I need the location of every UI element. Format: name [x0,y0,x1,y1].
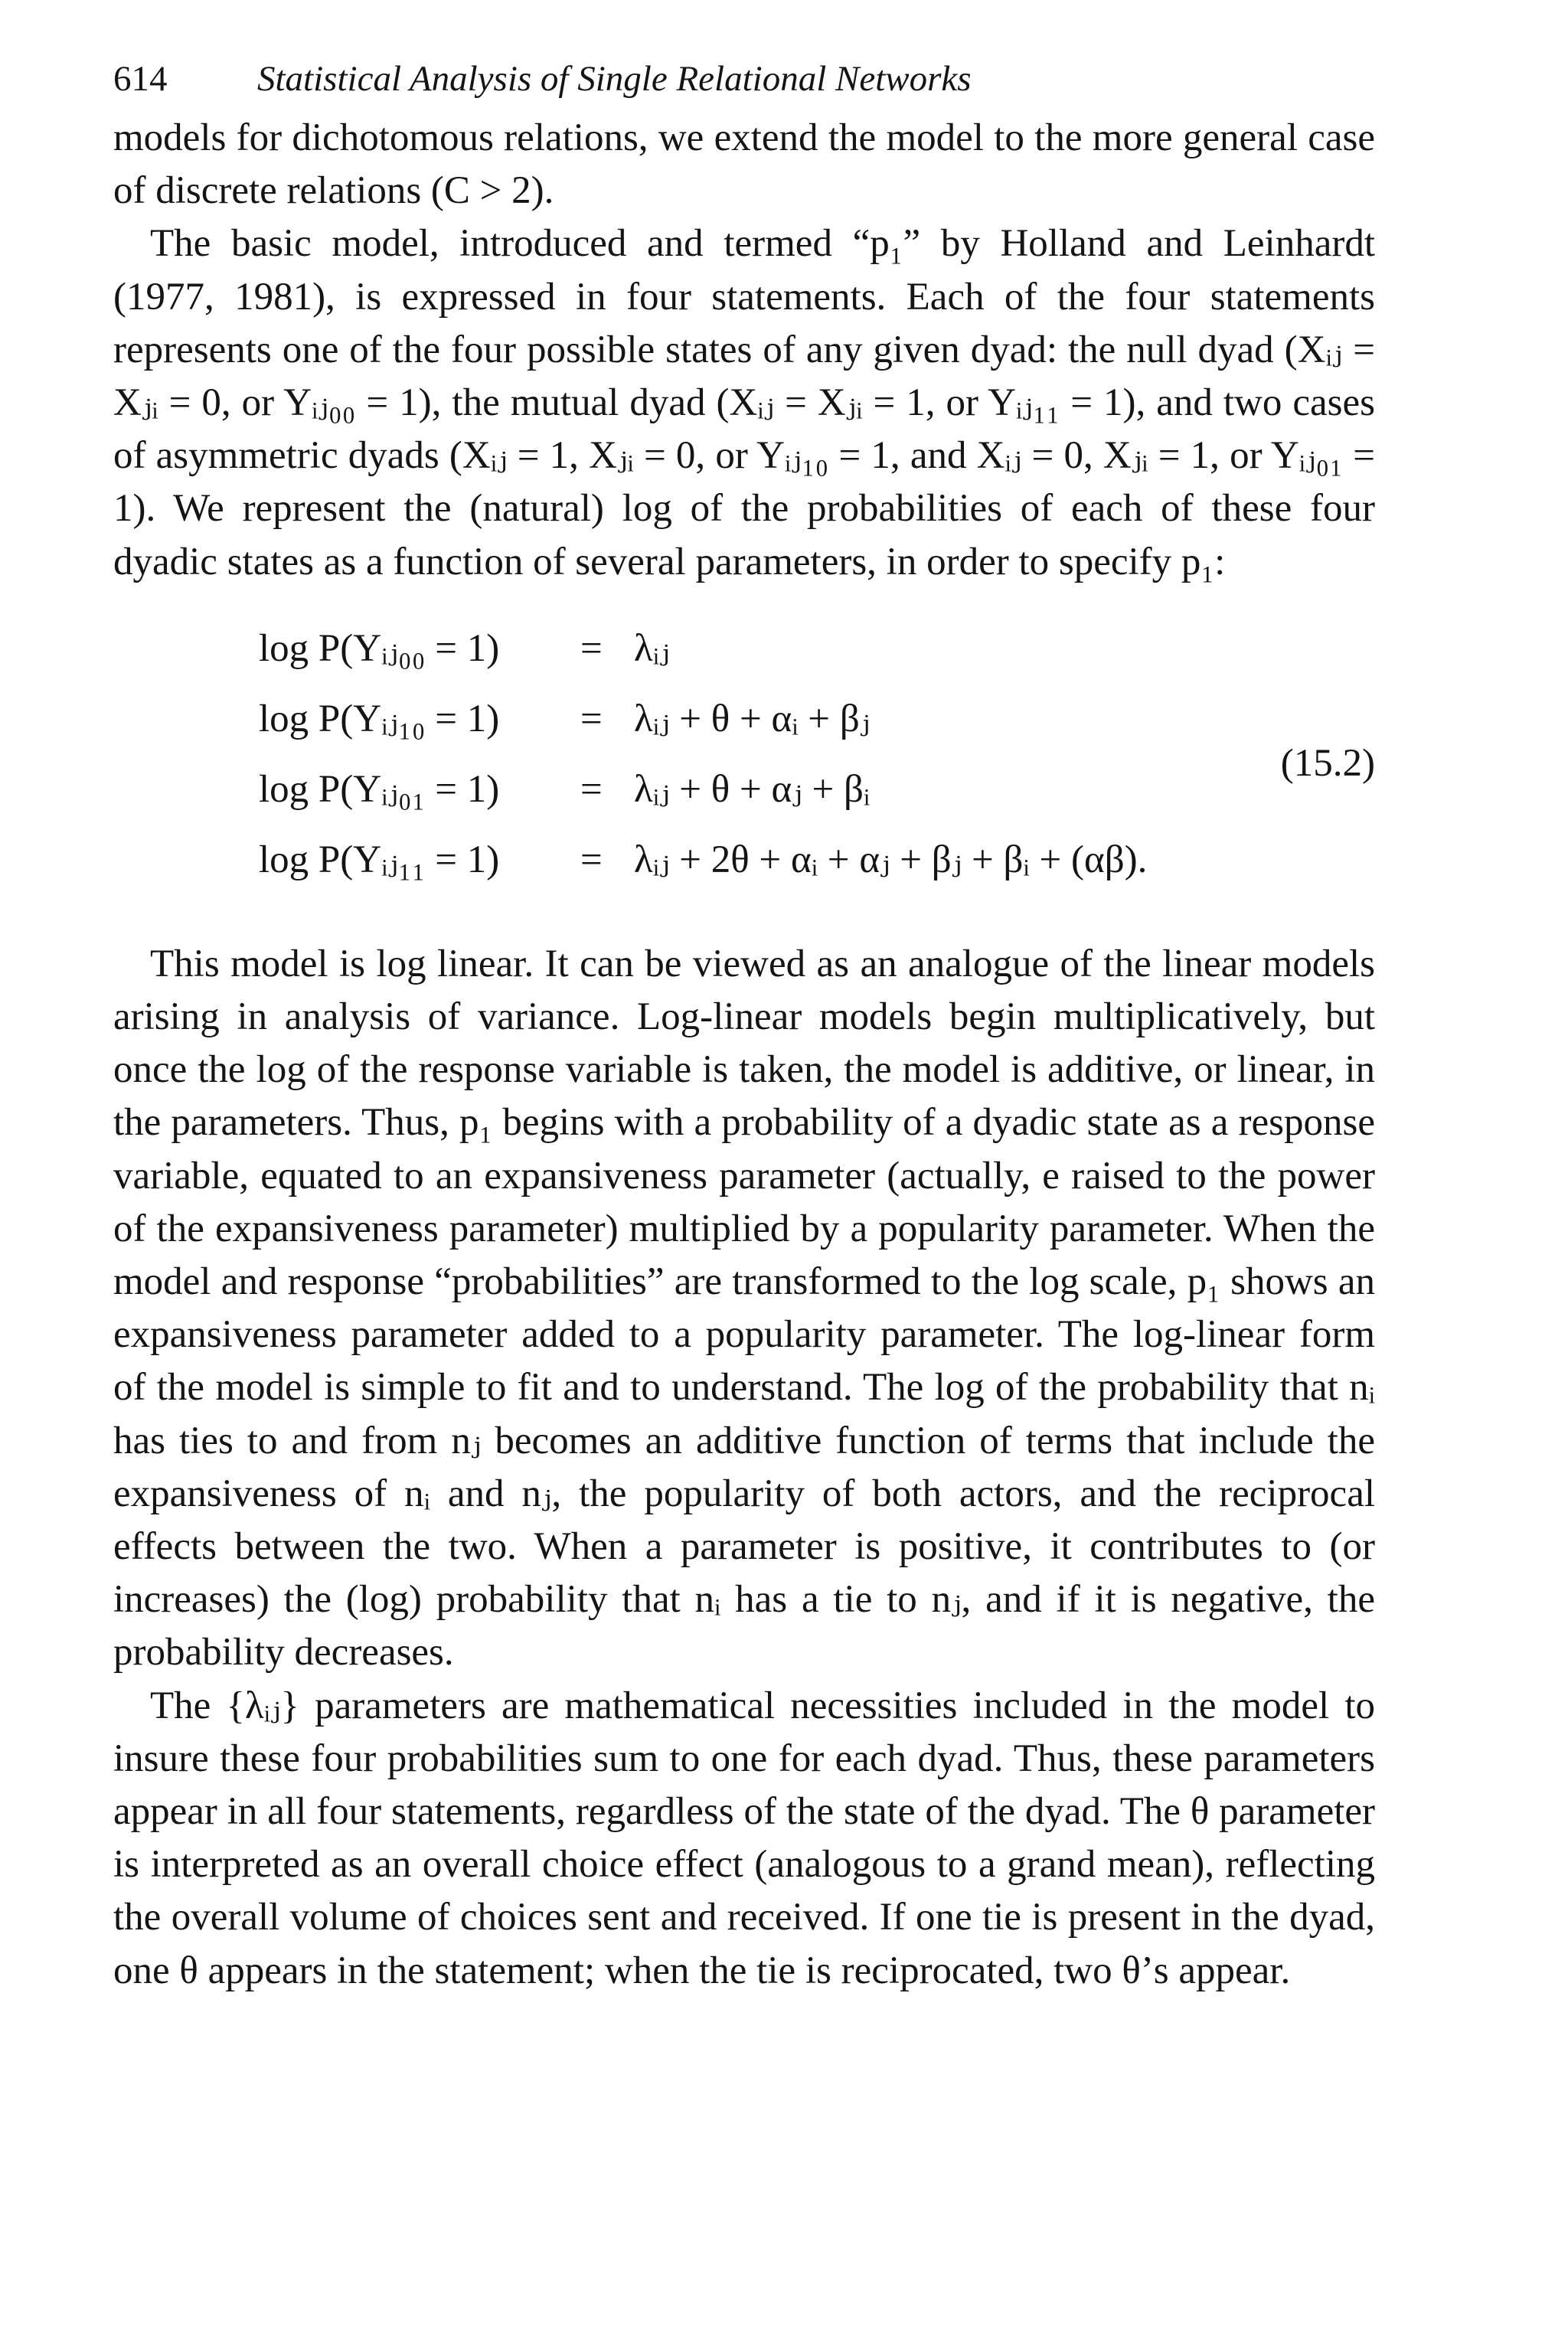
equals-sign: = [580,697,603,740]
equation-rhs: λᵢⱼ + θ + αᵢ + βⱼ [634,697,871,740]
equation-lhs: log P(Yᵢⱼ₀₀ = 1) [259,626,500,670]
equals-sign: = [580,767,603,811]
equation-rhs: λᵢⱼ + 2θ + αᵢ + αⱼ + βⱼ + βᵢ + (αβ). [634,838,1148,881]
page-header [113,46,1375,112]
book-page [113,46,1375,1998]
equals-sign: = [580,626,603,670]
equation-row-asymmetric-10 [113,693,1375,745]
page-number: 614 [113,59,168,99]
running-title: Statistical Analysis of Single Relational Networks [257,59,972,99]
equation-row-asymmetric-01 [113,763,1375,815]
equation-rhs: λᵢⱼ [634,626,670,670]
equation-lhs: log P(Yᵢⱼ₁₁ = 1) [259,838,500,881]
equals-sign: = [580,838,603,881]
equation-row-mutual-dyad [113,834,1375,886]
paragraph-p1-model: The basic model, introduced and termed “p₁” by Holland and Leinhardt (1977, 1981), is expressed in four statements. Each of the four statements represents one of the four possible states of any given dyad: the null dyad (Xᵢⱼ = Xⱼᵢ = 0, or Yᵢⱼ₀₀ = 1), the mutual dyad (Xᵢⱼ = Xⱼᵢ = 1, or Yᵢⱼ₁₁ = 1), and two cases of asymmetric dyads (Xᵢⱼ = 1, Xⱼᵢ = 0, or Yᵢⱼ₁₀ = 1, and Xᵢⱼ = 0, Xⱼᵢ = 1, or Yᵢⱼ₀₁ = 1). We represent the (natural) log of the probabilities of each of these four dyadic states as a function of several parameters, in order to specify p₁: [113,222,1375,583]
equation-block-15-2 [113,622,1375,907]
equation-rhs: λᵢⱼ + θ + αⱼ + βᵢ [634,767,871,811]
equation-row-null-dyad [113,622,1375,675]
paragraph-continuation: models for dichotomous relations, we extend the model to the more general case of discrete relations (C > 2). [113,116,1375,213]
paragraph-log-linear: This model is log linear. It can be viewed as an analogue of the linear models arising in analysis of variance. Log-linear models begin multiplicatively, but once the log of the response variable is taken, the model is additive, or linear, in the parameters. Thus, p₁ begins with a probability of a dyadic state as a response variable, equated to an expansiveness parameter (actually, e raised to the power of the expansiveness parameter) multiplied by a popularity parameter. When the model and response “probabilities” are transformed to the log scale, p₁ shows an expansiveness parameter added to a popularity parameter. The log-linear form of the model is simple to fit and to understand. The log of the probability that nᵢ has ties to and from nⱼ becomes an additive function of terms that include the expansiveness of nᵢ and nⱼ, the popularity of both actors, and the reciprocal effects between the two. When a parameter is positive, it contributes to (or increases) the (log) probability that nᵢ has a tie to nⱼ, and if it is negative, the probability decreases. [113,942,1375,1674]
paragraph-lambda-theta: The {λᵢⱼ} parameters are mathematical necessities included in the model to insure these four probabilities sum to one for each dyad. Thus, these parameters appear in all four statements, regardless of the state of the dyad. The θ parameter is interpreted as an overall choice effect (analogous to a grand mean), reflecting the overall volume of choices sent and received. If one tie is present in the dyad, one θ appears in the statement; when the tie is reciprocated, two θ’s appear. [113,1684,1375,1992]
equation-number: (15.2) [1280,741,1375,785]
equation-lhs: log P(Yᵢⱼ₁₀ = 1) [259,697,500,740]
equation-lhs: log P(Yᵢⱼ₀₁ = 1) [259,767,500,811]
